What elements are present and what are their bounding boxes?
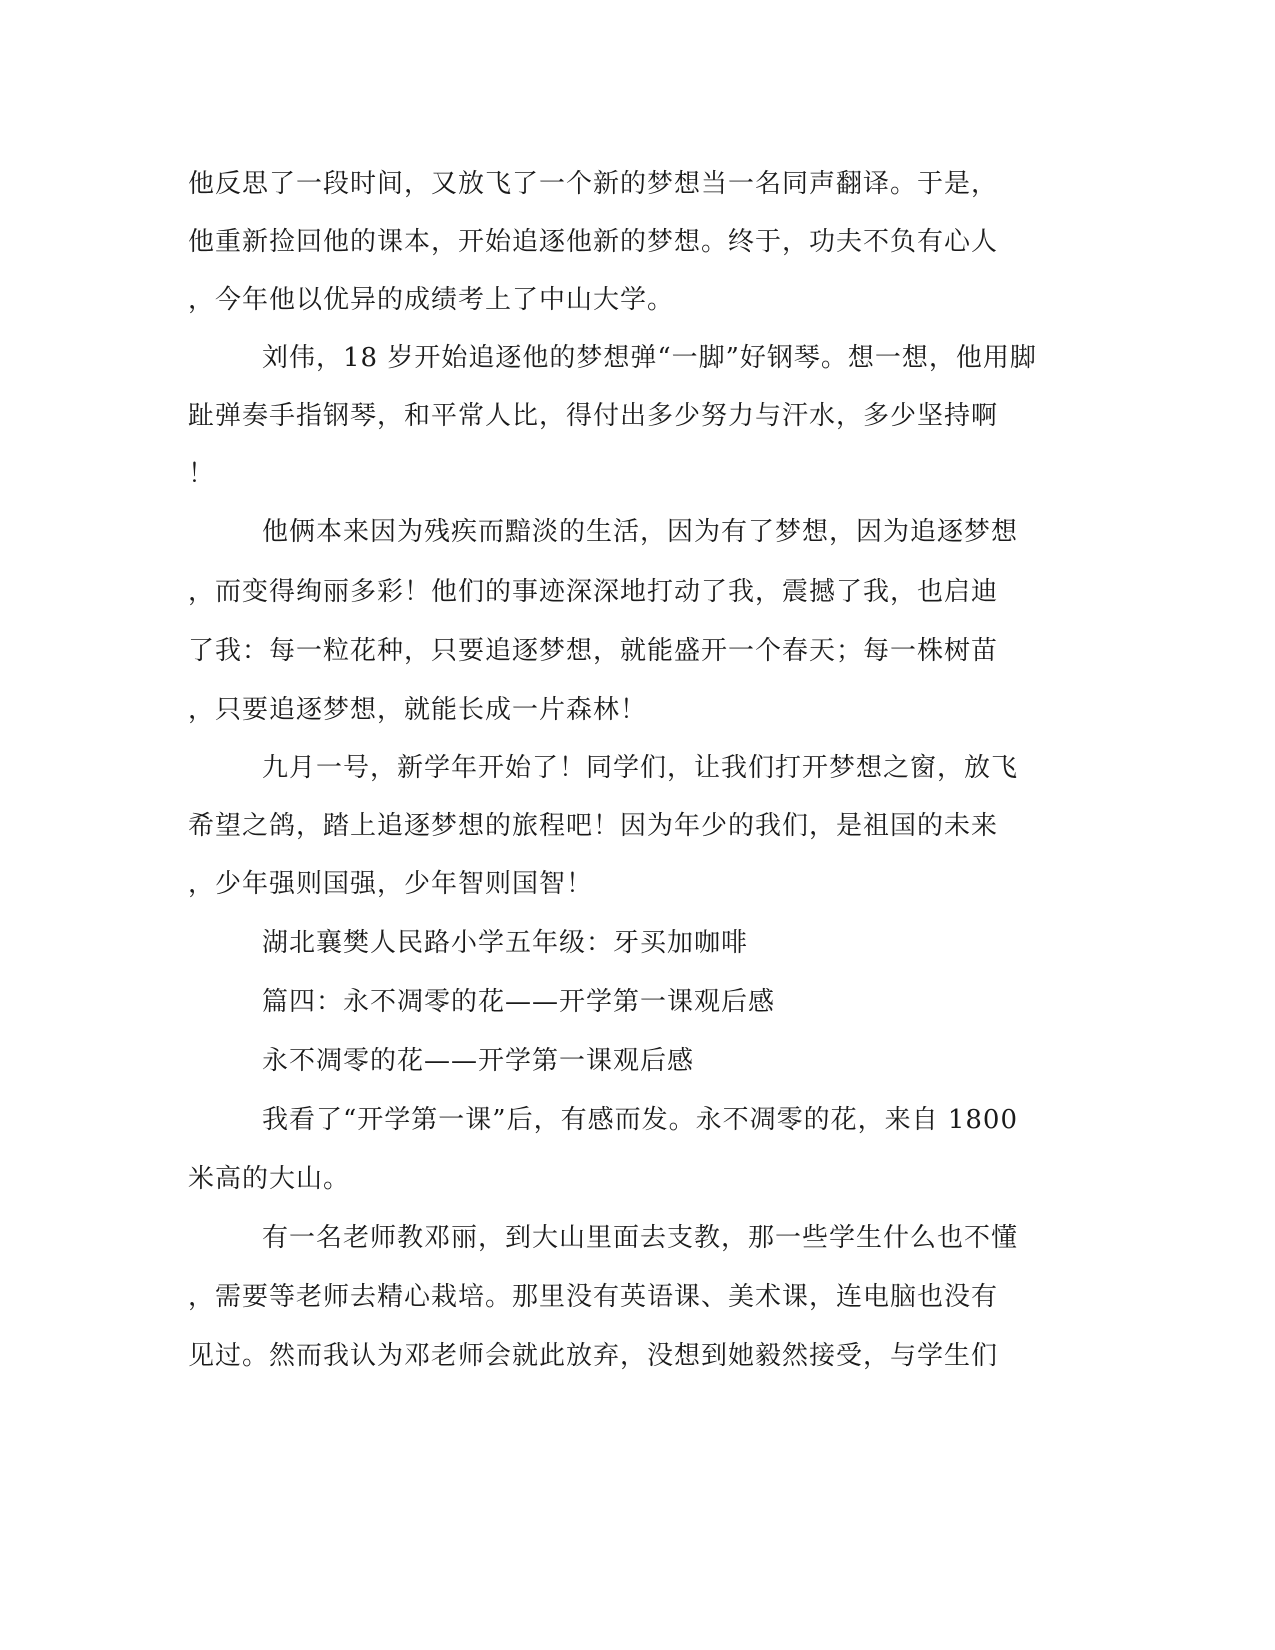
text-line: 了我：每一粒花种，只要追逐梦想，就能盛开一个春天；每一株树苗 (188, 636, 999, 666)
paragraph-start-line: 九月一号，新学年开始了！同学们，让我们打开梦想之窗，放飞 (262, 753, 1019, 783)
paragraph-start-line: 刘伟，18 岁开始追逐他的梦想弹“一脚”好钢琴。想一想，他用脚 (262, 343, 1037, 373)
article-title: 永不凋零的花——开学第一课观后感 (262, 1046, 695, 1076)
text-line: 希望之鸽，踏上追逐梦想的旅程吧！因为年少的我们，是祖国的未来 (188, 811, 999, 841)
paragraph-start-line: 我看了“开学第一课”后，有感而发。永不凋零的花，来自 1800 (262, 1105, 1019, 1135)
text-line: 他重新捡回他的课本，开始追逐他新的梦想。终于，功夫不负有心人 (188, 227, 999, 257)
text-line: ，只要追逐梦想，就能长成一片森林！ (188, 695, 648, 725)
text-line: ，今年他以优异的成绩考上了中山大学。 (188, 285, 675, 315)
section-heading: 篇四：永不凋零的花——开学第一课观后感 (262, 987, 776, 1017)
text-line: 米高的大山。 (188, 1164, 351, 1194)
text-line: ，需要等老师去精心栽培。那里没有英语课、美术课，连电脑也没有 (188, 1282, 999, 1312)
author-line: 湖北襄樊人民路小学五年级：牙买加咖啡 (262, 928, 749, 958)
paragraph-start-line: 他俩本来因为残疾而黯淡的生活，因为有了梦想，因为追逐梦想 (262, 517, 1019, 547)
text-line: ，少年强则国强，少年智则国智！ (188, 869, 594, 899)
text-line: ，而变得绚丽多彩！他们的事迹深深地打动了我，震撼了我，也启迪 (188, 577, 999, 607)
text-line: 他反思了一段时间，又放飞了一个新的梦想当一名同声翻译。于是， (188, 169, 999, 199)
text-line: 见过。然而我认为邓老师会就此放弃，没想到她毅然接受，与学生们 (188, 1341, 999, 1371)
paragraph-start-line: 有一名老师教邓丽，到大山里面去支教，那一些学生什么也不懂 (262, 1223, 1019, 1253)
text-line: ！ (188, 459, 216, 489)
text-line: 趾弹奏手指钢琴，和平常人比，得付出多少努力与汗水，多少坚持啊 (188, 401, 999, 431)
